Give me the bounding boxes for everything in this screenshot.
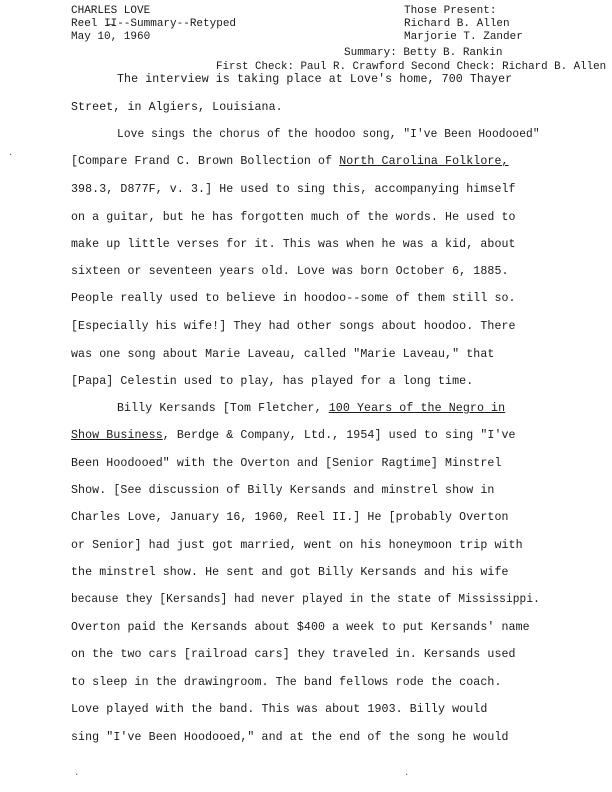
body-line: make up little verses for it. This was when he was a kid, about <box>71 238 516 251</box>
margin-mark: · <box>74 770 80 780</box>
body-line: 398.3, D877F, v. 3.] He used to sing this, accompanying himself <box>71 183 516 196</box>
body-line: to sleep in the drawingroom. The band fellows rode the coach. <box>71 676 502 689</box>
body-line: the minstrel show. He sent and got Billy Kersands and his wife <box>71 566 509 579</box>
book-title: 100 Years of the Negro in <box>328 402 506 415</box>
summary-credit: Summary: Betty B. Rankin <box>344 47 503 59</box>
body-line: sing "I've Been Hoodooed," and at the end of the song he would <box>71 731 509 744</box>
margin-mark: · <box>404 770 410 780</box>
body-line: on a guitar, but he has forgotten much of the words. He used to <box>71 211 516 224</box>
body-line <box>71 155 509 168</box>
book-title: North Carolina Folklore, <box>339 155 509 168</box>
body-line: People really used to believe in hoodoo--some of them still so. <box>71 292 516 305</box>
body-line: was one song about Marie Laveau, called "Marie Laveau," that <box>71 348 495 361</box>
body-line: or Senior] had just got married, went on his honeymoon trip with <box>71 539 523 552</box>
interviewee-name: CHARLES LOVE <box>71 5 151 17</box>
interview-date: May 10, 1960 <box>71 31 151 43</box>
margin-mark: · <box>8 150 14 160</box>
body-line: on the two cars [railroad cars] they traveled in. Kersands used <box>71 648 516 661</box>
present-person-2: Marjorie T. Zander <box>404 31 523 43</box>
check-credits: First Check: Paul R. Crawford Second Check: Richard B. Allen <box>216 61 607 73</box>
line-text: , Berdge & Company, Ltd., 1954] used to sing "I've <box>162 429 516 442</box>
body-line: Love sings the chorus of the hoodoo song, "I've Been Hoodooed" <box>117 128 540 141</box>
header-left <box>71 5 236 44</box>
reel-label: Reel I̶I--Summary--Retyped <box>71 18 237 30</box>
line-text: Billy Kersands [Tom Fletcher, <box>117 402 329 415</box>
body-line: Show. [See discussion of Billy Kersands and minstrel show in <box>71 484 495 497</box>
body-line: Overton paid the Kersands about $400 a week to put Kersands' name <box>71 621 530 634</box>
body-line <box>117 402 505 415</box>
present-person-1: Richard B. Allen <box>404 18 510 30</box>
body-line: [Especially his wife!] They had other songs about hoodoo. There <box>71 320 516 333</box>
body-line: Charles Love, January 16, 1960, Reel II.] He [probably Overton <box>71 511 509 524</box>
those-present-label: Those Present: <box>404 5 497 17</box>
book-title: Show Business <box>71 429 163 442</box>
body-line <box>71 429 516 442</box>
body-line: [Papa] Celestin used to play, has played for a long time. <box>71 375 474 388</box>
body-line: Street, in Algiers, Louisiana. <box>71 101 283 114</box>
body-line: The interview is taking place at Love's home, 700 Thayer <box>117 73 513 86</box>
body-line: Been Hoodooed" with the Overton and [Senior Ragtime] Minstrel <box>71 457 502 470</box>
body-line: sixteen or seventeen years old. Love was born October 6, 1885. <box>71 265 509 278</box>
body-line: Love played with the band. This was about 1903. Billy would <box>71 703 488 716</box>
body-line: because they [Kersands] had never played in the state of Mississippi. <box>71 593 540 606</box>
line-text: [Compare Frand C. Brown Bollection of <box>71 155 340 168</box>
header-right <box>404 5 523 44</box>
